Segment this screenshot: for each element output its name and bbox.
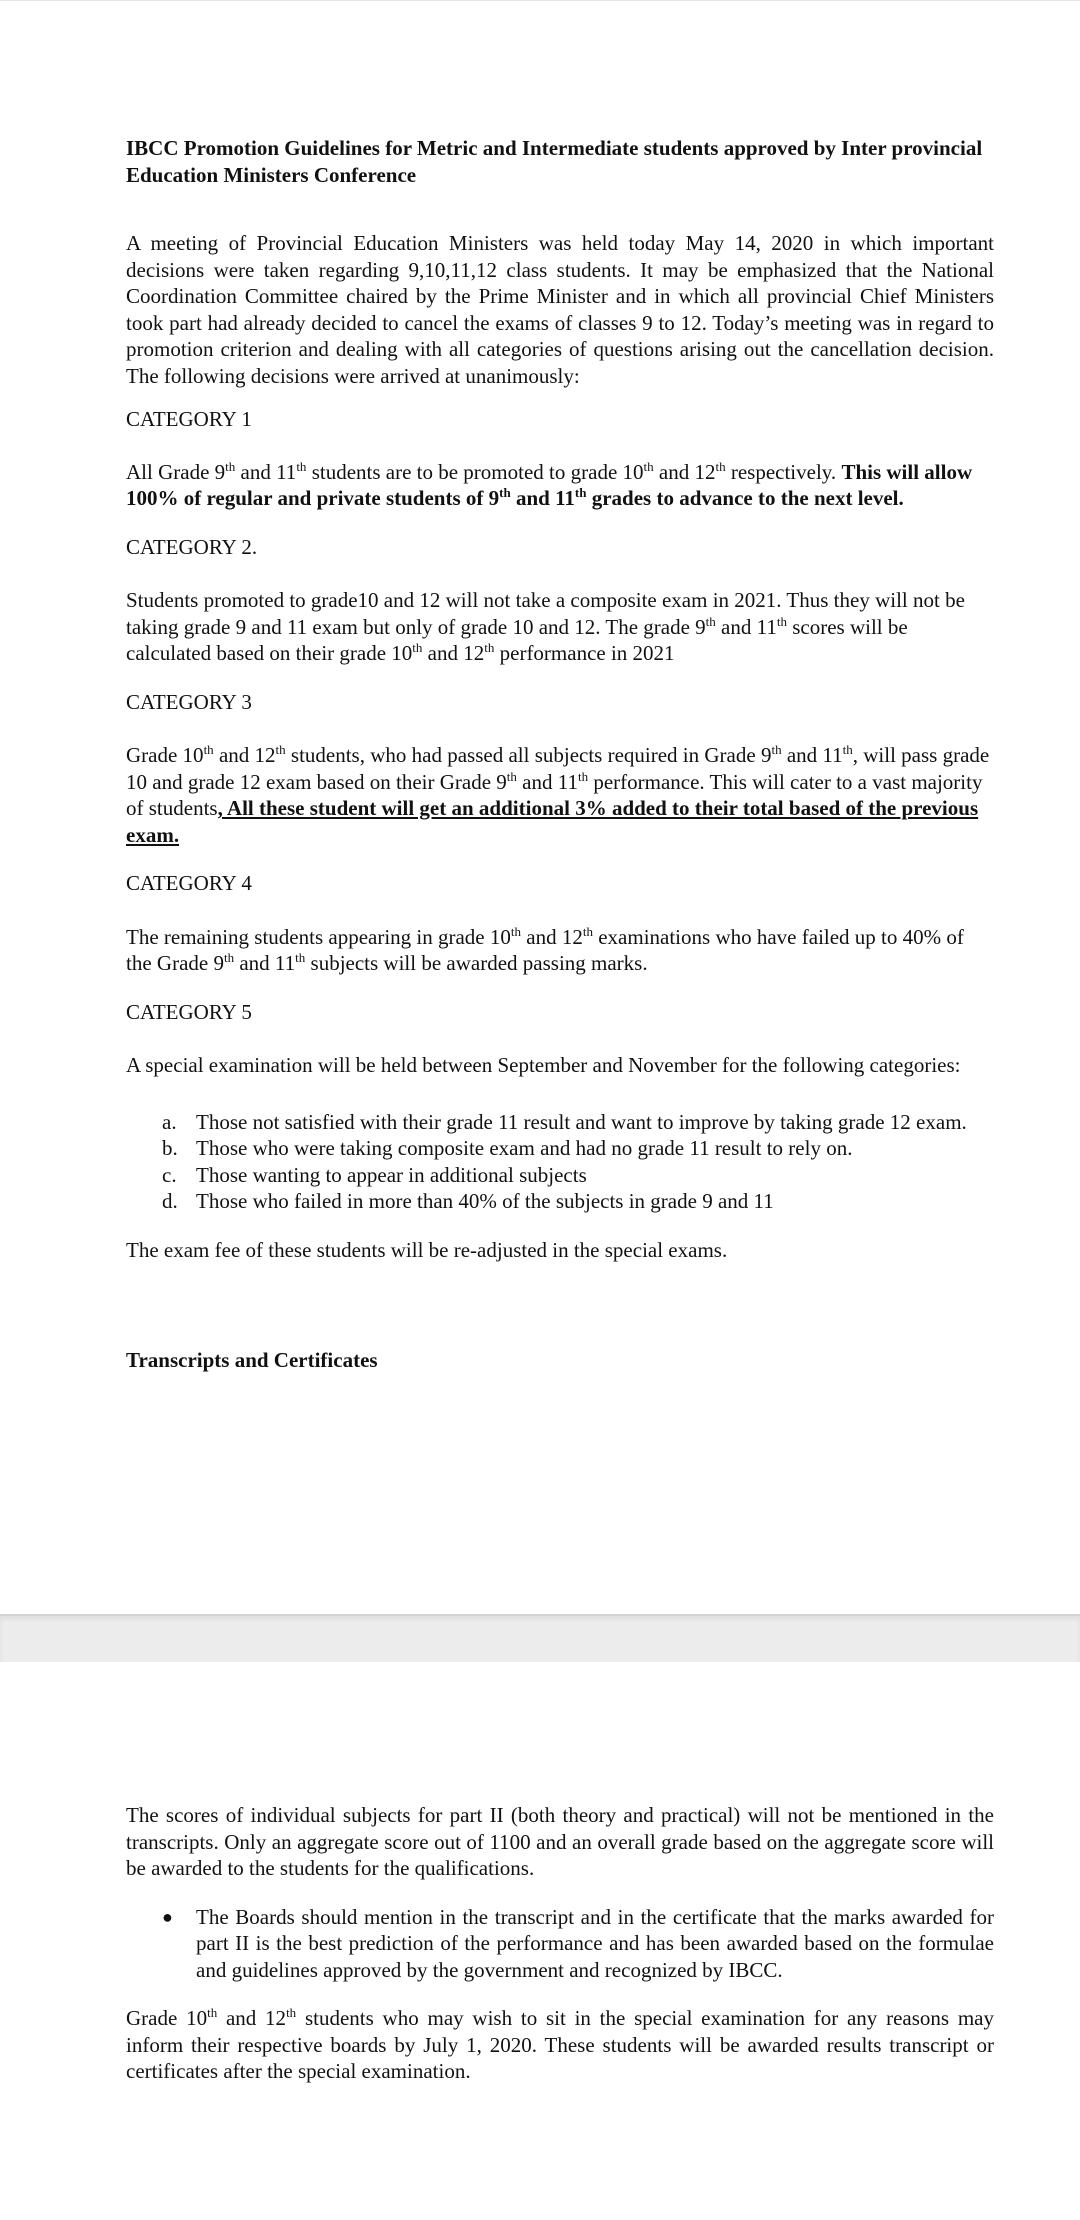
page-separator: [0, 1614, 1080, 1664]
special-exam-registration-text: Grade 10th and 12th students who may wish to sit in the special examination for any reasons may inform their respective boards by July 1, 2020. These students will be awarded results transcript or certificates after the special examination.: [126, 2005, 994, 2083]
bullet-list: [126, 1904, 994, 1984]
list-item-text: Those who failed in more than 40% of the subjects in grade 9 and 11: [196, 1189, 774, 1213]
category-3-text: Grade 10th and 12th students, who had passed all subjects required in Grade 9th and 11th, will pass grade 10 and grade 12 exam based on their Grade 9th and 11th performance. This will cater to a vast majority of students, All these student will get an additional 3% added to their total based of the previous exam.: [126, 742, 990, 847]
list-item: [162, 1904, 994, 1984]
transcripts-section-title: Transcripts and Certificates: [126, 1348, 378, 1372]
page-1-content: [126, 135, 994, 1374]
list-item-text: Those wanting to appear in additional subjects: [196, 1162, 587, 1187]
category-2-text: Students promoted to grade10 and 12 will not take a composite exam in 2021. Thus they will not be taking grade 9 and 11 exam but only of grade 10 and 12. The grade 9th and 11th scores will be calculated based on their grade 10th and 12th performance in 2021: [126, 588, 965, 665]
transcripts-paragraph: The scores of individual subjects for part II (both theory and practical) will not be mentioned in the transcripts. Only an aggregate score out of 1100 and an overall grade based on the aggregate score will be awarded to the students for the qualifications.: [126, 1803, 994, 1880]
bullet-icon: ●: [162, 1906, 173, 1927]
list-item: [162, 1109, 994, 1136]
list-item: [162, 1135, 994, 1162]
document-title: IBCC Promotion Guidelines for Metric and Intermediate students approved by Inter provincial Education Ministers Conference: [126, 136, 983, 187]
category-1-heading: CATEGORY 1: [126, 407, 252, 431]
document-page-2: [0, 1662, 1080, 2220]
category-4-text: The remaining students appearing in grade 10th and 12th examinations who have failed up to 40% of the Grade 9th and 11th subjects will be awarded passing marks.: [126, 923, 964, 975]
list-marker: c.: [162, 1162, 177, 1187]
category-3-heading: CATEGORY 3: [126, 689, 252, 714]
bullet-text: The Boards should mention in the transcript and in the certificate that the marks awarded for part II is the best prediction of the performance and has been awarded based on the formulae and guidelines approved by the government and recognized by IBCC.: [196, 1904, 994, 1982]
category-3-underlined-text: , All these student will get an additional 3% added to their total based of the previous exam.: [126, 796, 979, 847]
category-5-heading: CATEGORY 5: [126, 999, 252, 1024]
list-marker: a.: [162, 1109, 177, 1134]
list-item-text: Those who were taking composite exam and had no grade 11 result to rely on.: [196, 1136, 853, 1160]
category-4-heading: CATEGORY 4: [126, 871, 252, 895]
intro-paragraph: A meeting of Provincial Education Ministers was held today May 14, 2020 in which important decisions were taken regarding 9,10,11,12 class students. It may be emphasized that the National Coordination Committee chaired by the Prime Minister and in which all provincial Chief Ministers took part had already decided to cancel the exams of classes 9 to 12. Today’s meeting was in regard to promotion criterion and dealing with all categories of questions arising out the cancellation decision. The following decisions were arrived at unanimously:: [126, 231, 994, 388]
category-1-text: All Grade 9th and 11th students are to be promoted to grade 10th and 12th respectively. This will allow 100% of regular and private students of 9th and 11th grades to advance to the next level.: [126, 458, 973, 510]
category-5-text: A special examination will be held between September and November for the following categories:: [126, 1053, 961, 1077]
special-exam-list: [126, 1109, 994, 1215]
list-item: [162, 1162, 994, 1189]
list-marker: b.: [162, 1136, 178, 1160]
page-2-content: [126, 1802, 994, 2085]
category-2-heading: CATEGORY 2.: [126, 534, 258, 559]
category-1-bold-text: This will allow 100% of regular and private students of 9th and 11th grades to advance to the next level.: [126, 459, 973, 510]
list-item: [162, 1188, 994, 1215]
list-item-text: Those not satisfied with their grade 11 result and want to improve by taking grade 12 exam.: [196, 1109, 967, 1134]
list-marker: d.: [162, 1189, 178, 1213]
exam-fee-text: The exam fee of these students will be re-adjusted in the special exams.: [126, 1237, 728, 1262]
